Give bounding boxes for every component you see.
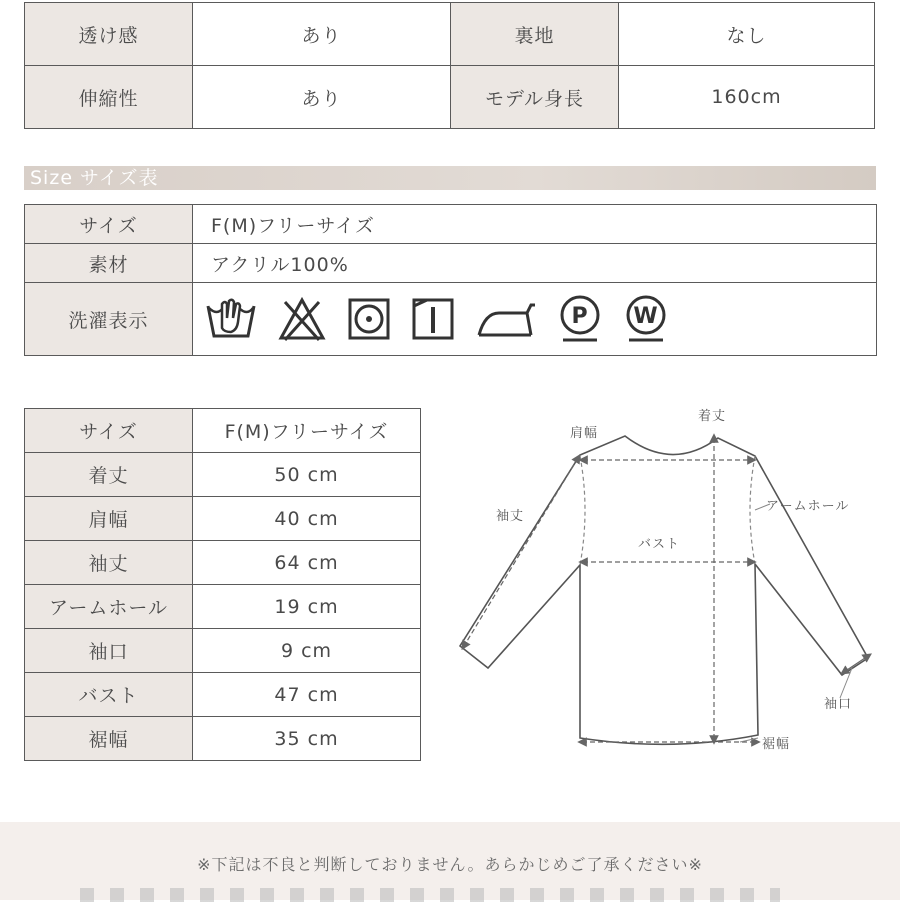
wet-clean-w-icon: [623, 294, 669, 344]
measure-value: 19 cm: [193, 585, 421, 629]
table-row: [25, 629, 421, 673]
label-hem: 裾幅: [762, 737, 791, 752]
svg-text:W: W: [633, 304, 659, 329]
material-value: アクリル100%: [193, 244, 877, 283]
label-armhole: アームホール: [766, 499, 850, 514]
spec-label: 裏地: [451, 3, 619, 66]
spec-row: [25, 66, 875, 129]
measure-label: 着丈: [25, 453, 193, 497]
measure-value: 9 cm: [193, 629, 421, 673]
notice-band: [0, 822, 900, 900]
table-row: [25, 673, 421, 717]
info-row: [25, 283, 877, 356]
info-row: [25, 244, 877, 283]
info-table: [24, 204, 877, 356]
garment-outline: [460, 436, 868, 744]
dry-clean-p-icon: [557, 294, 603, 344]
label-bust: バスト: [638, 537, 681, 552]
spec-label: 透け感: [25, 3, 193, 66]
size-label: サイズ: [25, 205, 193, 244]
spec-value: なし: [619, 3, 875, 66]
measure-value: 47 cm: [193, 673, 421, 717]
spec-label: 伸縮性: [25, 66, 193, 129]
measure-value: 64 cm: [193, 541, 421, 585]
care-label: 洗濯表示: [25, 283, 193, 356]
measure-header-value: F(M)フリーサイズ: [193, 409, 421, 453]
measure-header-row: [25, 409, 421, 453]
info-row: [25, 205, 877, 244]
measure-label: 袖口: [25, 629, 193, 673]
spec-row: [25, 3, 875, 66]
no-bleach-icon: [277, 296, 327, 342]
table-row: [25, 453, 421, 497]
measure-header-label: サイズ: [25, 409, 193, 453]
measure-label: 袖丈: [25, 541, 193, 585]
material-label: 素材: [25, 244, 193, 283]
size-value: F(M)フリーサイズ: [193, 205, 877, 244]
measure-label: バスト: [25, 673, 193, 717]
care-icons: [193, 294, 876, 344]
label-sleeve: 袖丈: [496, 509, 525, 524]
garment-diagram: [440, 400, 890, 780]
measure-label: 裾幅: [25, 717, 193, 761]
label-cuff: 袖口: [824, 697, 853, 712]
spec-table: [24, 2, 875, 129]
measure-label: 肩幅: [25, 497, 193, 541]
svg-text:P: P: [571, 304, 589, 329]
measure-value: 35 cm: [193, 717, 421, 761]
table-row: [25, 497, 421, 541]
size-section-banner: Size サイズ表: [24, 166, 876, 190]
table-row: [25, 585, 421, 629]
measure-value: 40 cm: [193, 497, 421, 541]
spec-value: あり: [193, 3, 451, 66]
table-row: [25, 541, 421, 585]
line-dry-icon: [411, 297, 455, 341]
measure-value: 50 cm: [193, 453, 421, 497]
care-icons-cell: [193, 283, 877, 356]
measure-label: アームホール: [25, 585, 193, 629]
spec-label: モデル身長: [451, 66, 619, 129]
spec-value: あり: [193, 66, 451, 129]
spec-value: 160cm: [619, 66, 875, 129]
iron-low-icon: [475, 299, 537, 339]
tumble-dry-icon: [347, 297, 391, 341]
label-shoulder: 肩幅: [570, 426, 599, 441]
hand-wash-icon: [205, 296, 257, 342]
table-row: [25, 717, 421, 761]
notice-text: ※下記は不良と判断しておりません。あらかじめご了承ください※: [197, 855, 703, 874]
label-length: 着丈: [698, 409, 727, 424]
measure-table: [24, 408, 421, 761]
